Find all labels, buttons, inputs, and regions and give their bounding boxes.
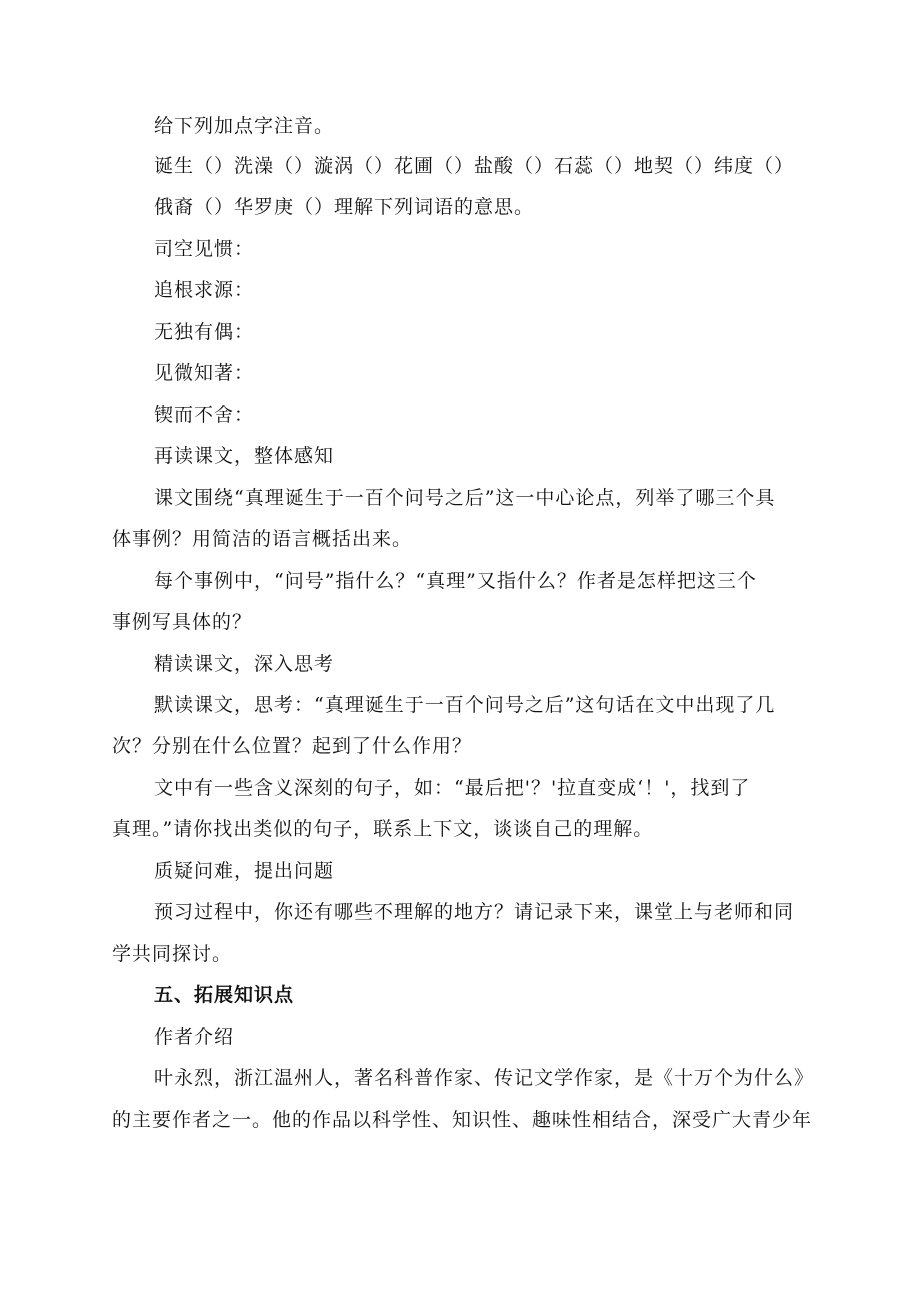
pinyin-exercise-line-2: 俄裔（）华罗庚（）理解下列词语的意思。 — [154, 196, 535, 218]
vocab-item-jianweizhizhu: 见微知著： — [154, 362, 255, 384]
vocab-item-zhuigenqiuyuan: 追根求源： — [154, 279, 255, 301]
question-1-line-2: 体事例？用简洁的语言概括出来。 — [112, 528, 413, 550]
question-2-line-2: 事例写具体的？ — [112, 611, 253, 633]
vocab-item-wuduyouou: 无独有偶： — [154, 321, 255, 343]
vocab-item-sikongjianguan: 司空见惯： — [154, 238, 255, 260]
question-2-line-1: 每个事例中，“问号”指什么？“真理”又指什么？作者是怎样把这三个 — [154, 570, 757, 592]
question-4-line-2: 真理。”请你找出类似的句子，联系上下文，谈谈自己的理解。 — [112, 818, 654, 840]
question-4-line-1: 文中有一些含义深刻的句子，如：“最后把'？'拉直变成‘！'，找到了 — [154, 777, 751, 799]
question-5-line-1: 预习过程中，你还有哪些不理解的地方？请记录下来，课堂上与老师和同 — [154, 901, 795, 923]
pinyin-exercise-line-1: 诞生（）洗澡（）漩涡（）花圃（）盐酸（）石蕊（）地契（）纬度（） — [154, 155, 795, 177]
vocab-item-qieerbushe: 锲而不舍： — [154, 404, 255, 426]
instruction-annotate-pinyin: 给下列加点字注音。 — [154, 115, 335, 137]
section-heading-reread: 再读课文，整体感知 — [154, 445, 335, 467]
author-paragraph-line-2: 的主要作者之一。他的作品以科学性、知识性、趣味性相结合，深受广大青少年 — [112, 1109, 813, 1131]
subheading-author-intro: 作者介绍 — [154, 1026, 235, 1048]
section-heading-questions: 质疑问难，提出问题 — [154, 860, 335, 882]
section-heading-close-reading: 精读课文，深入思考 — [154, 653, 335, 675]
author-paragraph-line-1: 叶永烈，浙江温州人，著名科普作家、传记文学作家，是《十万个为什么》 — [154, 1067, 815, 1089]
section-heading-extension: 五、拓展知识点 — [154, 984, 295, 1006]
question-1-line-1: 课文围绕“真理诞生于一百个问号之后”这一中心论点，列举了哪三个具 — [154, 487, 776, 509]
question-3-line-1: 默读课文，思考：“真理诞生于一百个问号之后”这句话在文中出现了几 — [154, 694, 776, 716]
question-3-line-2: 次？分别在什么位置？起到了什么作用？ — [112, 735, 473, 757]
question-5-line-2: 学共同探讨。 — [112, 943, 233, 965]
